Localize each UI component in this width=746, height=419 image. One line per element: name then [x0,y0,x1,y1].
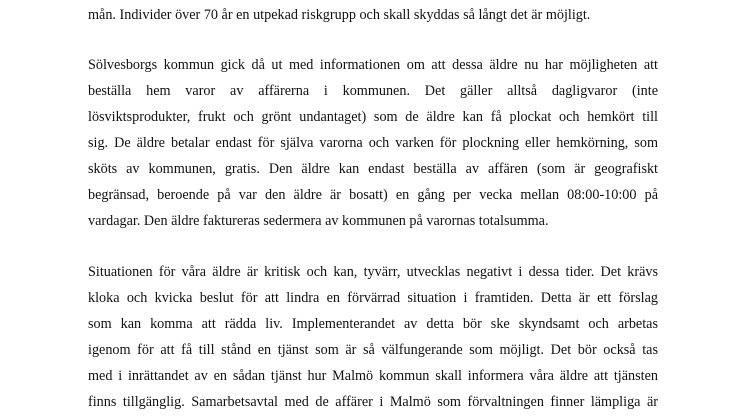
text-line: beställa hem varor av affärerna i kommunen. Det gäller alltså dagligvaror (inte [88,83,658,99]
text-line: vardagar. Den äldre faktureras sedermera av kommunen på varornas totalsumma. [88,213,549,229]
text-line: med i inrättandet av en sådan tjänst hur Malmö kommun skall informera våra äldre att tjänsten [88,368,658,384]
text-line: mån. Individer över 70 år en utpekad riskgrupp och skall skyddas så långt det är möjligt. [88,7,591,23]
text-line: kloka och kvicka beslut för att lindra en förvärrad situation i framtiden. Detta är ett förslag [88,290,658,306]
text-line: finns tillgänglig. Samarbetsavtal med de affärer i Malmö som förvaltningen finner lämpliga är [88,394,658,410]
text-line: som kan komma att rädda liv. Implementerandet av detta bör ske skyndsamt och arbetas [88,316,658,332]
text-line: Situationen för våra äldre är kritisk och kan, tyvärr, utvecklas negativt i dessa tider. Det krävs [88,264,658,280]
text-line: Sölvesborgs kommun gick då ut med informationen om att dessa äldre nu har möjligheten att [88,57,658,73]
text-line: sig. De äldre betalar endast för själva varorna och varken för plockning eller hemkörning, som [88,135,658,151]
text-line: lösviktsprodukter, frukt och grönt undantaget) som de äldre kan få plockat och hemkört till [88,109,658,125]
text-line: sköts av kommunen, gratis. Den äldre kan endast beställa av affären (som är geografiskt [88,161,658,177]
text-line: igenom för att få till stånd en tjänst som är så välfungerande som möjligt. Det bör också tas [88,342,658,358]
text-line: begränsad, beroende på var den äldre är bosatt) en gång per vecka mellan 08:00-10:00 på [88,187,658,203]
